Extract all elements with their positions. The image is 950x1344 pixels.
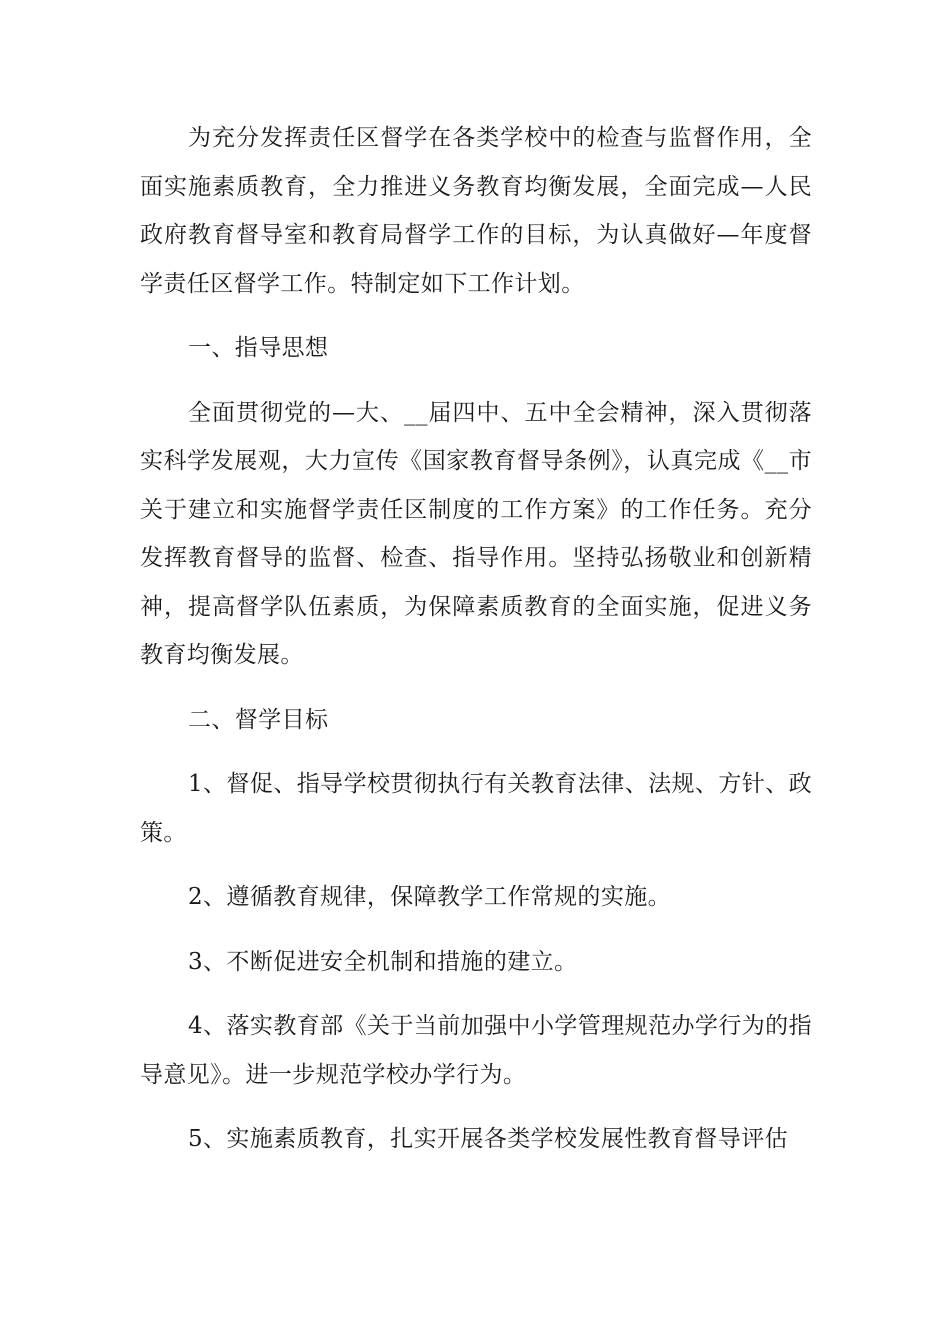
guiding-thought-paragraph: 全面贯彻党的—大、__届四中、五中全会精神，深入贯彻落实科学发展观，大力宣传《国家教育督导条例》，认真完成《__市关于建立和实施督学责任区制度的工作方案》的工作任务。充分发挥教育督导的监督、检查、指导作用。坚持弘扬敬业和创新精神，提高督学队伍素质，为保障素质教育的全面实施，促进义务教育均衡发展。 bbox=[140, 399, 812, 668]
document-body bbox=[140, 114, 812, 1164]
goal-item-3: 3、不断促进安全机制和措施的建立。 bbox=[188, 948, 578, 975]
section-heading-goals: 二、督学目标 bbox=[188, 706, 329, 733]
section-heading-guiding-thought: 一、指导思想 bbox=[188, 335, 329, 361]
goal-item-4: 4、落实教育部《关于当前加强中小学管理规范办学行为的指导意见》。进一步规范学校办学行为。 bbox=[140, 1013, 812, 1088]
goal-item-2: 2、遵循教育规律，保障教学工作常规的实施。 bbox=[188, 884, 672, 910]
goal-item-1: 1、督促、指导学校贯彻执行有关教育法律、法规、方针、政策。 bbox=[140, 771, 812, 846]
goal-item-5: 5、实施素质教育，扎实开展各类学校发展性教育督导评估 bbox=[188, 1126, 789, 1152]
intro-paragraph: 为充分发挥责任区督学在各类学校中的检查与监督作用，全面实施素质教育，全力推进义务教育均衡发展，全面完成—人民政府教育督导室和教育局督学工作的目标，为认真做好—年度督学责任区督学工作。特制定如下工作计划。 bbox=[140, 125, 812, 297]
